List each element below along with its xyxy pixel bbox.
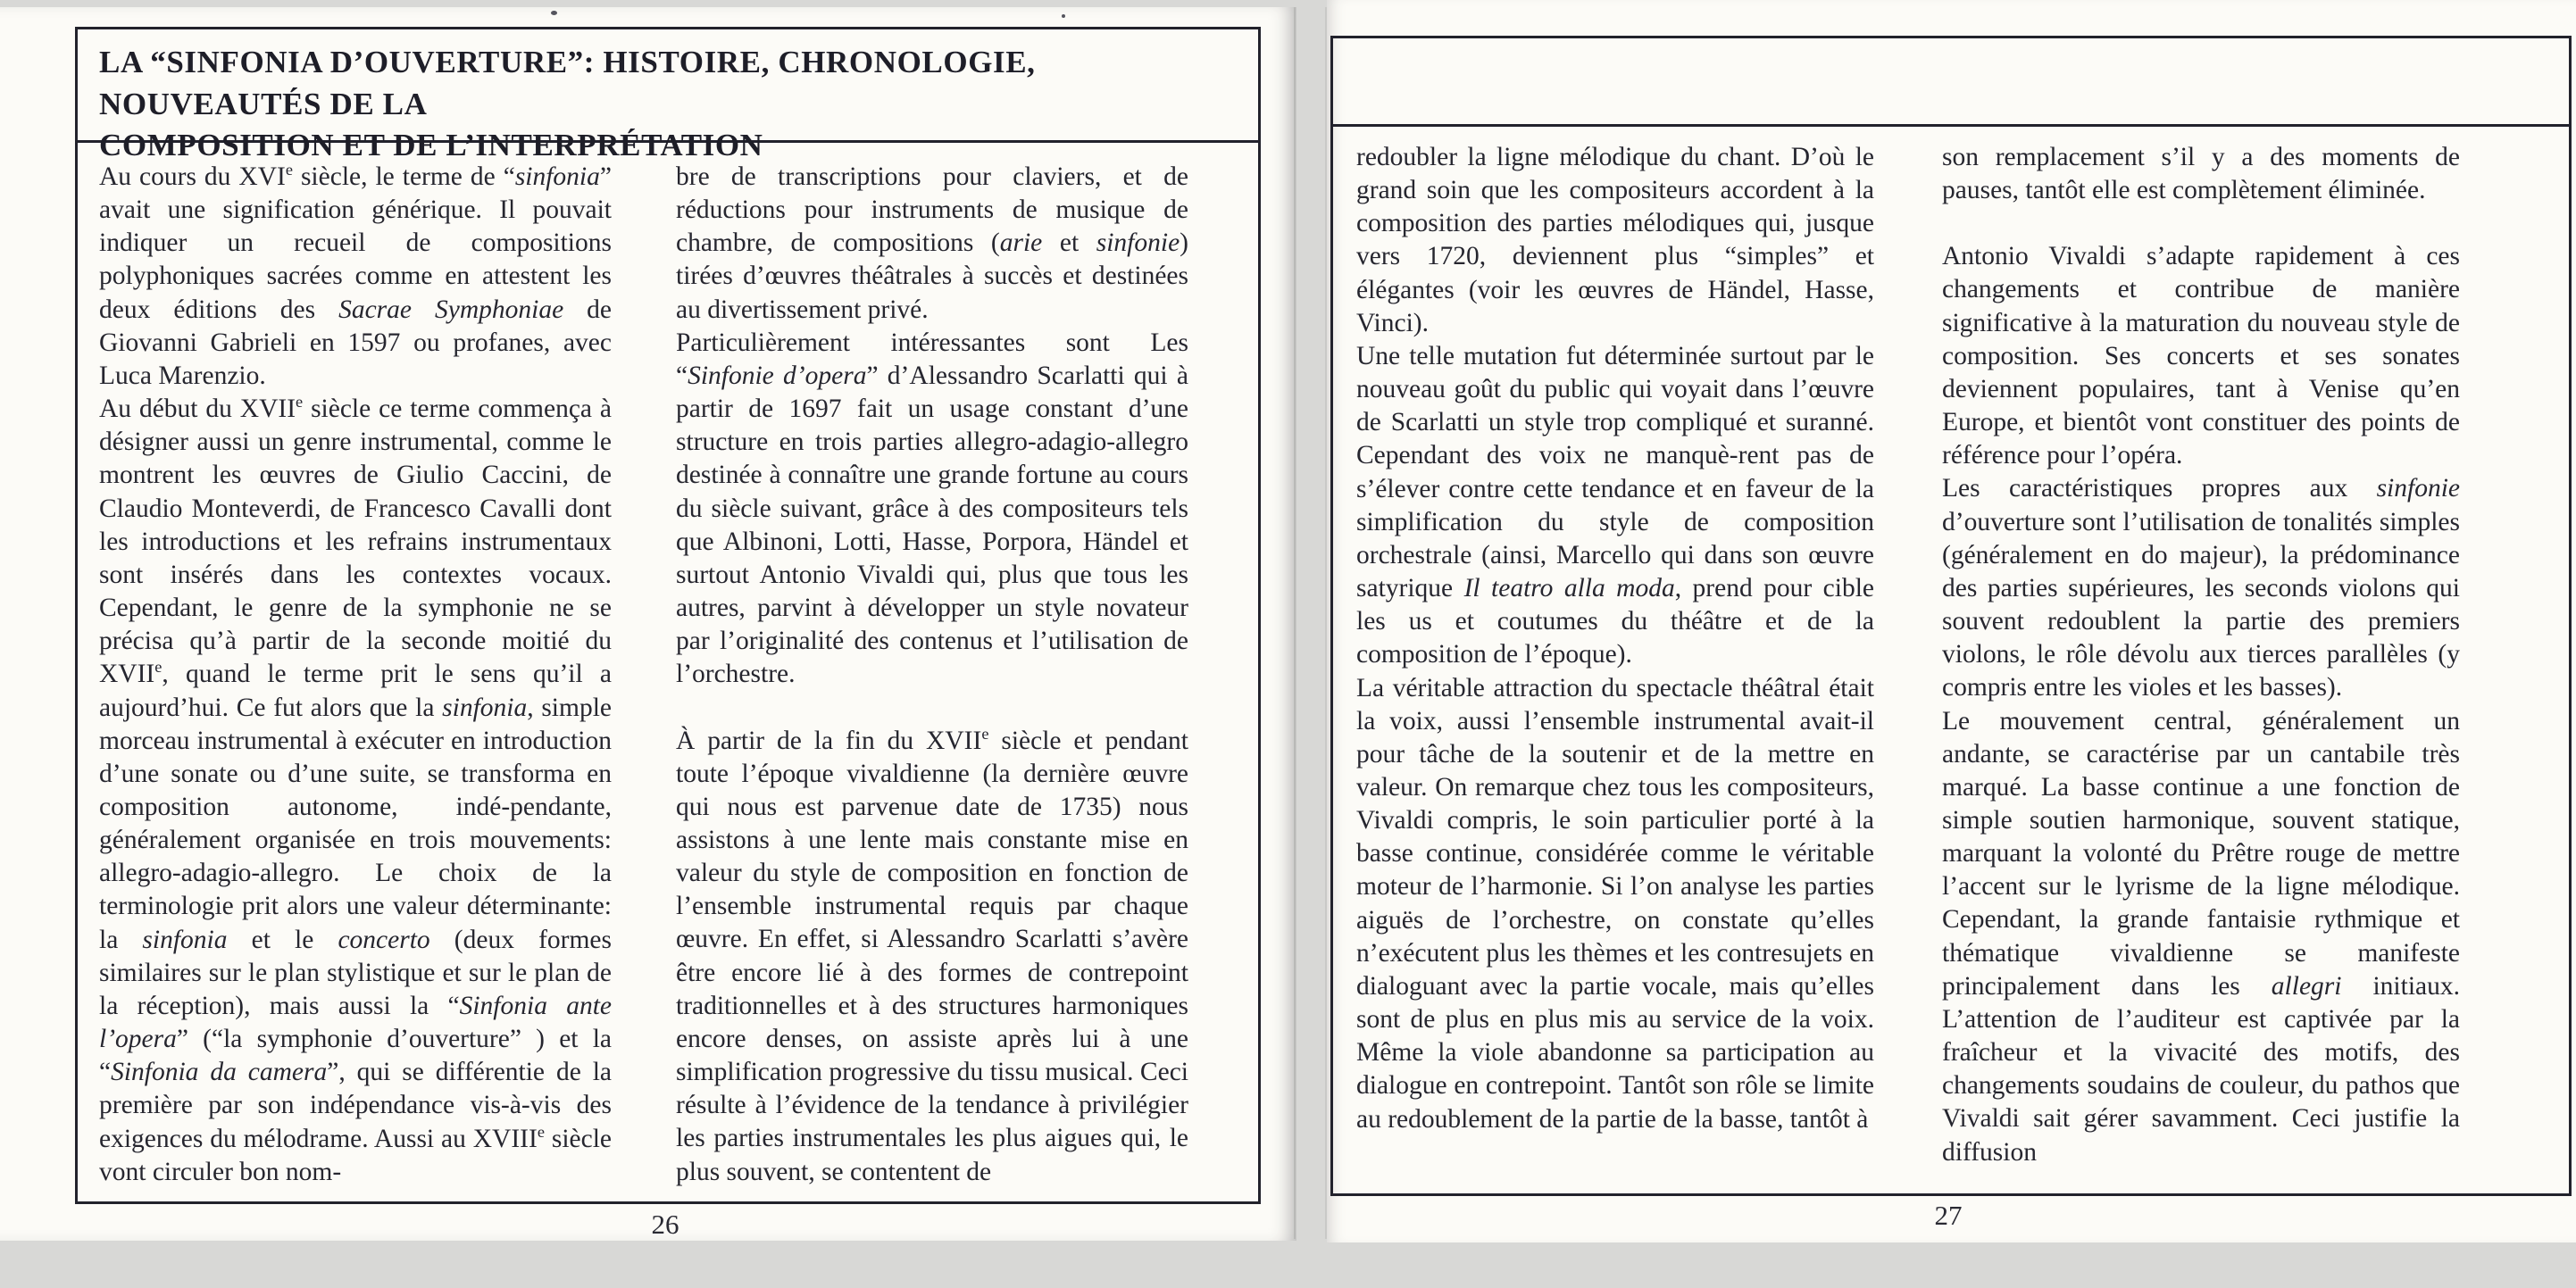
- left-page-frame: [75, 27, 1261, 1204]
- paragraph: Une telle mutation fut déterminée surtout par le nouveau goût du public qui voyait dans l’œuvre de Scarlatti un style trop compliqué et suranné. Cependant des voix ne manquè-rent pas de s’élever contre cette tendance et en faveur de la simplification du style de composition orchestrale (ainsi, Marcello qui dans son œuvre satyrique Il teatro alla moda, prend pour cible les us et coutumes du théâtre et de la composition de l’époque).: [1356, 341, 1874, 669]
- paragraph: Antonio Vivaldi s’adapte rapidement à ces changements et contribue de manière significative à la maturation du nouveau style de composition. Ses concerts et ses sonates deviennent populaires, tant à Venise qu’en Europe, et bientôt vont constituer des points de référence pour l’opéra.: [1942, 242, 2460, 470]
- paragraph: Au début du XVIIe siècle ce terme commença à désigner aussi un genre instrumental, comme le montrent les œuvres de Giulio Caccini, de Claudio Monteverdi, de Francesco Cavalli dont les introductions et les refrains instrumentaux sont insérés dans les contextes vocaux. Cependant, le genre de la symphonie ne se précisa qu’à partir de la seconde moitié du XVIIe, quand le terme prit le sens qu’il a aujourd’hui. Ce fut alors que la sinfonia, simple morceau instrumental à exécuter en introduction d’une sonate ou d’une suite, se transforma en composition autonome, indé-pendante, généralement organisée en trois mouvements: allegro-adagio-allegro. Le choix de la terminologie prit alors une valeur déterminante: la sinfonia et le concerto (deux formes similaires sur le plan stylistique et sur le plan de la réception), mais aussi la “Sinfonia ante l’opera” (“la symphonie d’ouverture” ) et la “Sinfonia da camera”, qui se différentie de la première par son indépendance vis-à-vis des exigences du mélodrame. Aussi au XVIIIe siècle vont circuler bon nom-: [99, 393, 612, 1186]
- right-page-frame: [1330, 36, 2572, 1196]
- page-title: LA “SINFONIA D’OUVERTURE”: HISTOIRE, CHRONOLOGIE, NOUVEAUTÉS DE LA COMPOSITION ET DE L’INTERPRÉTATION: [99, 45, 1036, 163]
- text-column: [1942, 141, 2460, 1169]
- paragraph: son remplacement s’il y a des moments de pauses, tantôt elle est complètement éliminée.: [1942, 143, 2460, 205]
- right-page-header-box: [1333, 38, 2569, 127]
- left-page-body: [78, 143, 1258, 1189]
- paragraph: Le mouvement central, généralement un andante, se caractérise par un cantabile très marqué. La basse continue a une fonction de simple soutien harmonique, souvent statique, marquant la volonté du Prêtre rouge de mettre l’accent sur le lyrisme de la ligne mélodique. Cependant, la grande fantaisie rythmique et thématique vivaldienne se manifeste principalement dans les allegri initiaux. L’attention de l’auditeur est captivée par la fraîcheur et la vivacité des motifs, des changements soudains de couleur, du pathos que Vivaldi sait gérer savamment. Ceci justifie la diffusion: [1942, 706, 2460, 1167]
- paragraph: Particulièrement intéressantes sont Les “Sinfonie d’opera” d’Alessandro Scarlatti qui à partir de 1697 fait un usage constant d’une structure en trois parties allegro-adagio-allegro destinée à connaître une grande fortune au cours du siècle suivant, grâce à des compositeurs tels que Albinoni, Lotti, Hasse, Porpora, Händel et surtout Antonio Vivaldi qui, plus que tous les autres, parvint à développer un style novateur par l’originalité des contenus et l’utilisation de l’orchestre.: [676, 328, 1188, 689]
- paragraph: redoubler la ligne mélodique du chant. D’où le grand soin que les compositeurs accordent à la composition des parties mélodiques qui, jusque vers 1720, deviennent plus “simples” et élégantes (voir les œuvres de Händel, Hasse, Vinci).: [1356, 143, 1874, 337]
- left-page-title-box: [78, 29, 1258, 163]
- text-column: [676, 161, 1188, 1189]
- text-column: [1356, 141, 1874, 1169]
- page-number-left: 26: [651, 1209, 679, 1240]
- paragraph: Les caractéristiques propres aux sinfonie d’ouverture sont l’utilisation de tonalités simples (généralement en do majeur), la prédominance des parties supérieures, les seconds violons qui souvent redoublent la partie des premiers violons, le rôle dévolu aux tierces parallèles (y compris entre les violes et les basses).: [1942, 474, 2460, 702]
- page-gutter-shadow: [1294, 7, 1296, 1239]
- scan-speck: [1062, 14, 1065, 18]
- page-number-right: 27: [1934, 1200, 1963, 1231]
- paragraph: À partir de la fin du XVIIe siècle et pendant toute l’époque vivaldienne (la dernière œuvre qui nous est parvenue date de 1735) nous assistons à une lente mais constante mise en valeur du style de composition en fonction de l’ensemble instrumental requis par chaque œuvre. En effet, si Alessandro Scarlatti s’avère être encore lié à des formes de contrepoint traditionnelles et à des structures harmoniques encore denses, on assiste après lui à une simplification progressive du tissu musical. Ceci résulte à l’évidence de la tendance à privilégier les parties instrumentales les plus aigues qui, le plus souvent, se contentent de: [676, 724, 1188, 1186]
- paragraph: Au cours du XVIe siècle, le terme de “sinfonia” avait une signification générique. Il pouvait indiquer un recueil de compositions polyphoniques sacrées comme en attestent les deux éditions des Sacrae Symphoniae de Giovanni Gabrieli en 1597 ou profanes, avec Luca Marenzio.: [99, 161, 613, 390]
- page-edge-line: [1325, 7, 1327, 1239]
- paragraph: La véritable attraction du spectacle théâtral était la voix, aussi l’ensemble instrumental avait-il pour tâche de la soutenir et de la mettre en valeur. On remarque chez tous les compositeurs, Vivaldi compris, le soin particulier porté à la basse continue, considérée comme le véritable moteur de l’harmonie. Si l’on analyse les parties aiguës de l’orchestre, on constate qu’elles n’exécutent plus les thèmes et les contresujets en dialoguant avec la partie vocale, mais qu’elles sont de plus en plus mis au service de la voix. Même la viole abandonne sa participation au dialogue en contrepoint. Tantôt son rôle se limite au redoublement de la partie de la basse, tantôt à: [1356, 673, 1874, 1134]
- scan-speck: [551, 11, 557, 15]
- right-page-body: [1333, 127, 2569, 1169]
- paragraph: bre de transcriptions pour claviers, et de réductions pour instruments de musique de chambre, de compositions (arie et sinfonie) tirées d’œuvres théâtrales à succès et destinées au divertissement privé.: [676, 162, 1188, 324]
- text-column: [99, 161, 612, 1189]
